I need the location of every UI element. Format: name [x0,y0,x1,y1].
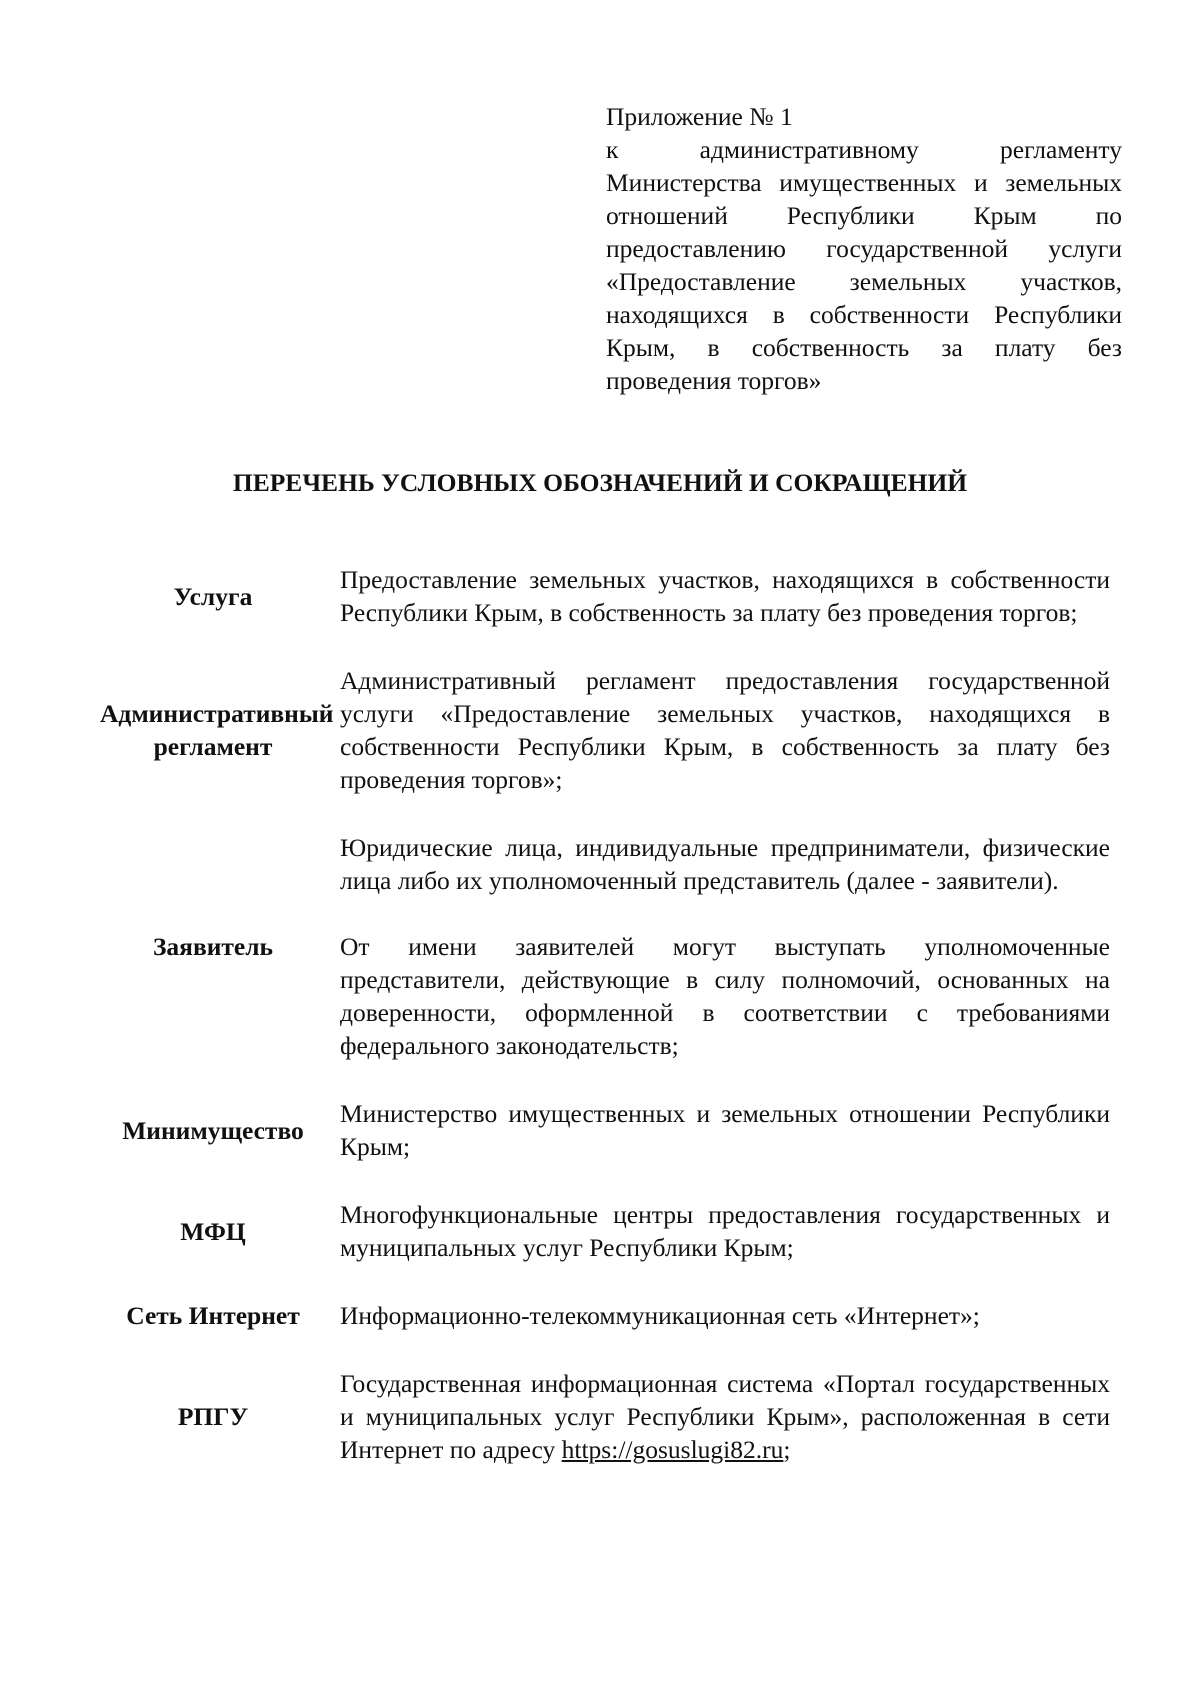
abbreviation-term: РПГУ [177,1402,249,1431]
definition-paragraph: Административный регламент предоставления государственной услуги «Предоставление земельных участков, находящихся в собственности Республики Крым, в собственность за плату без проведения торгов»; [340,666,1110,794]
abbreviation-term: Услуга [173,581,253,611]
abbreviation-entry [100,1198,1110,1264]
abbreviation-definition [340,664,1110,796]
abbreviation-entry [100,1097,1110,1163]
definition-paragraph [340,1367,1110,1466]
abbreviation-definition [340,1367,1110,1466]
abbreviation-term: Сеть Интернет [126,1301,300,1330]
definition-terminator: ; [783,1435,791,1464]
abbreviation-definition [340,1198,1110,1264]
abbreviation-entry [100,831,1110,1062]
abbreviation-term: Минимущество [122,1115,304,1145]
definition-paragraph: От имени заявителей могут выступать уполномоченные представители, действующие в силу полномочий, основанных на доверенности, оформленной в соответствии с требованиями федерального законодательств; [340,932,1110,1060]
definition-text: Государственная информационная система «Портал государственных и муниципальных услуг Республики Крым», расположенная в сети Интернет по адресу [340,1369,1110,1464]
appendix-header [606,100,1122,397]
definition-paragraph: Министерство имущественных и земельных отношении Республики Крым; [340,1099,1110,1161]
abbreviation-term: Административный регламент [100,699,334,761]
appendix-body: к административному регламенту Министерства имущественных и земельных отношений Республики Крым по предоставлению государственной услуги «Предоставление земельных участков, находящихся в собственности Республики Крым, в собственность за плату без проведения торгов» [606,135,1122,395]
abbreviation-entry [100,1367,1110,1466]
abbreviation-definition [340,1097,1110,1163]
abbreviation-entry [100,1299,1110,1332]
definition-paragraph: Информационно-телекоммуникационная сеть «Интернет»; [340,1301,980,1330]
document-title: ПЕРЕЧЕНЬ УСЛОВНЫХ ОБОЗНАЧЕНИЙ И СОКРАЩЕНИЙ [232,468,968,497]
abbreviation-term: МФЦ [180,1216,246,1246]
abbreviation-entry [100,563,1110,629]
definition-paragraph: Предоставление земельных участков, находящихся в собственности Республики Крым, в собственность за плату без проведения торгов; [340,565,1110,627]
abbreviation-list [100,563,1110,1501]
abbreviation-definition [340,563,1110,629]
abbreviation-term: Заявитель [152,932,274,961]
definition-paragraph: Многофункциональные центры предоставления государственных и муниципальных услуг Республики Крым; [340,1200,1110,1262]
abbreviation-definition [340,831,1110,1062]
abbreviation-definition [340,1299,1110,1332]
abbreviation-entry [100,664,1110,796]
definition-paragraph: Юридические лица, индивидуальные предприниматели, физические лица либо их уполномоченный представитель (далее - заявители). [340,833,1110,895]
portal-link[interactable]: https://gosuslugi82.ru [561,1435,784,1464]
appendix-title: Приложение № 1 [606,102,793,131]
